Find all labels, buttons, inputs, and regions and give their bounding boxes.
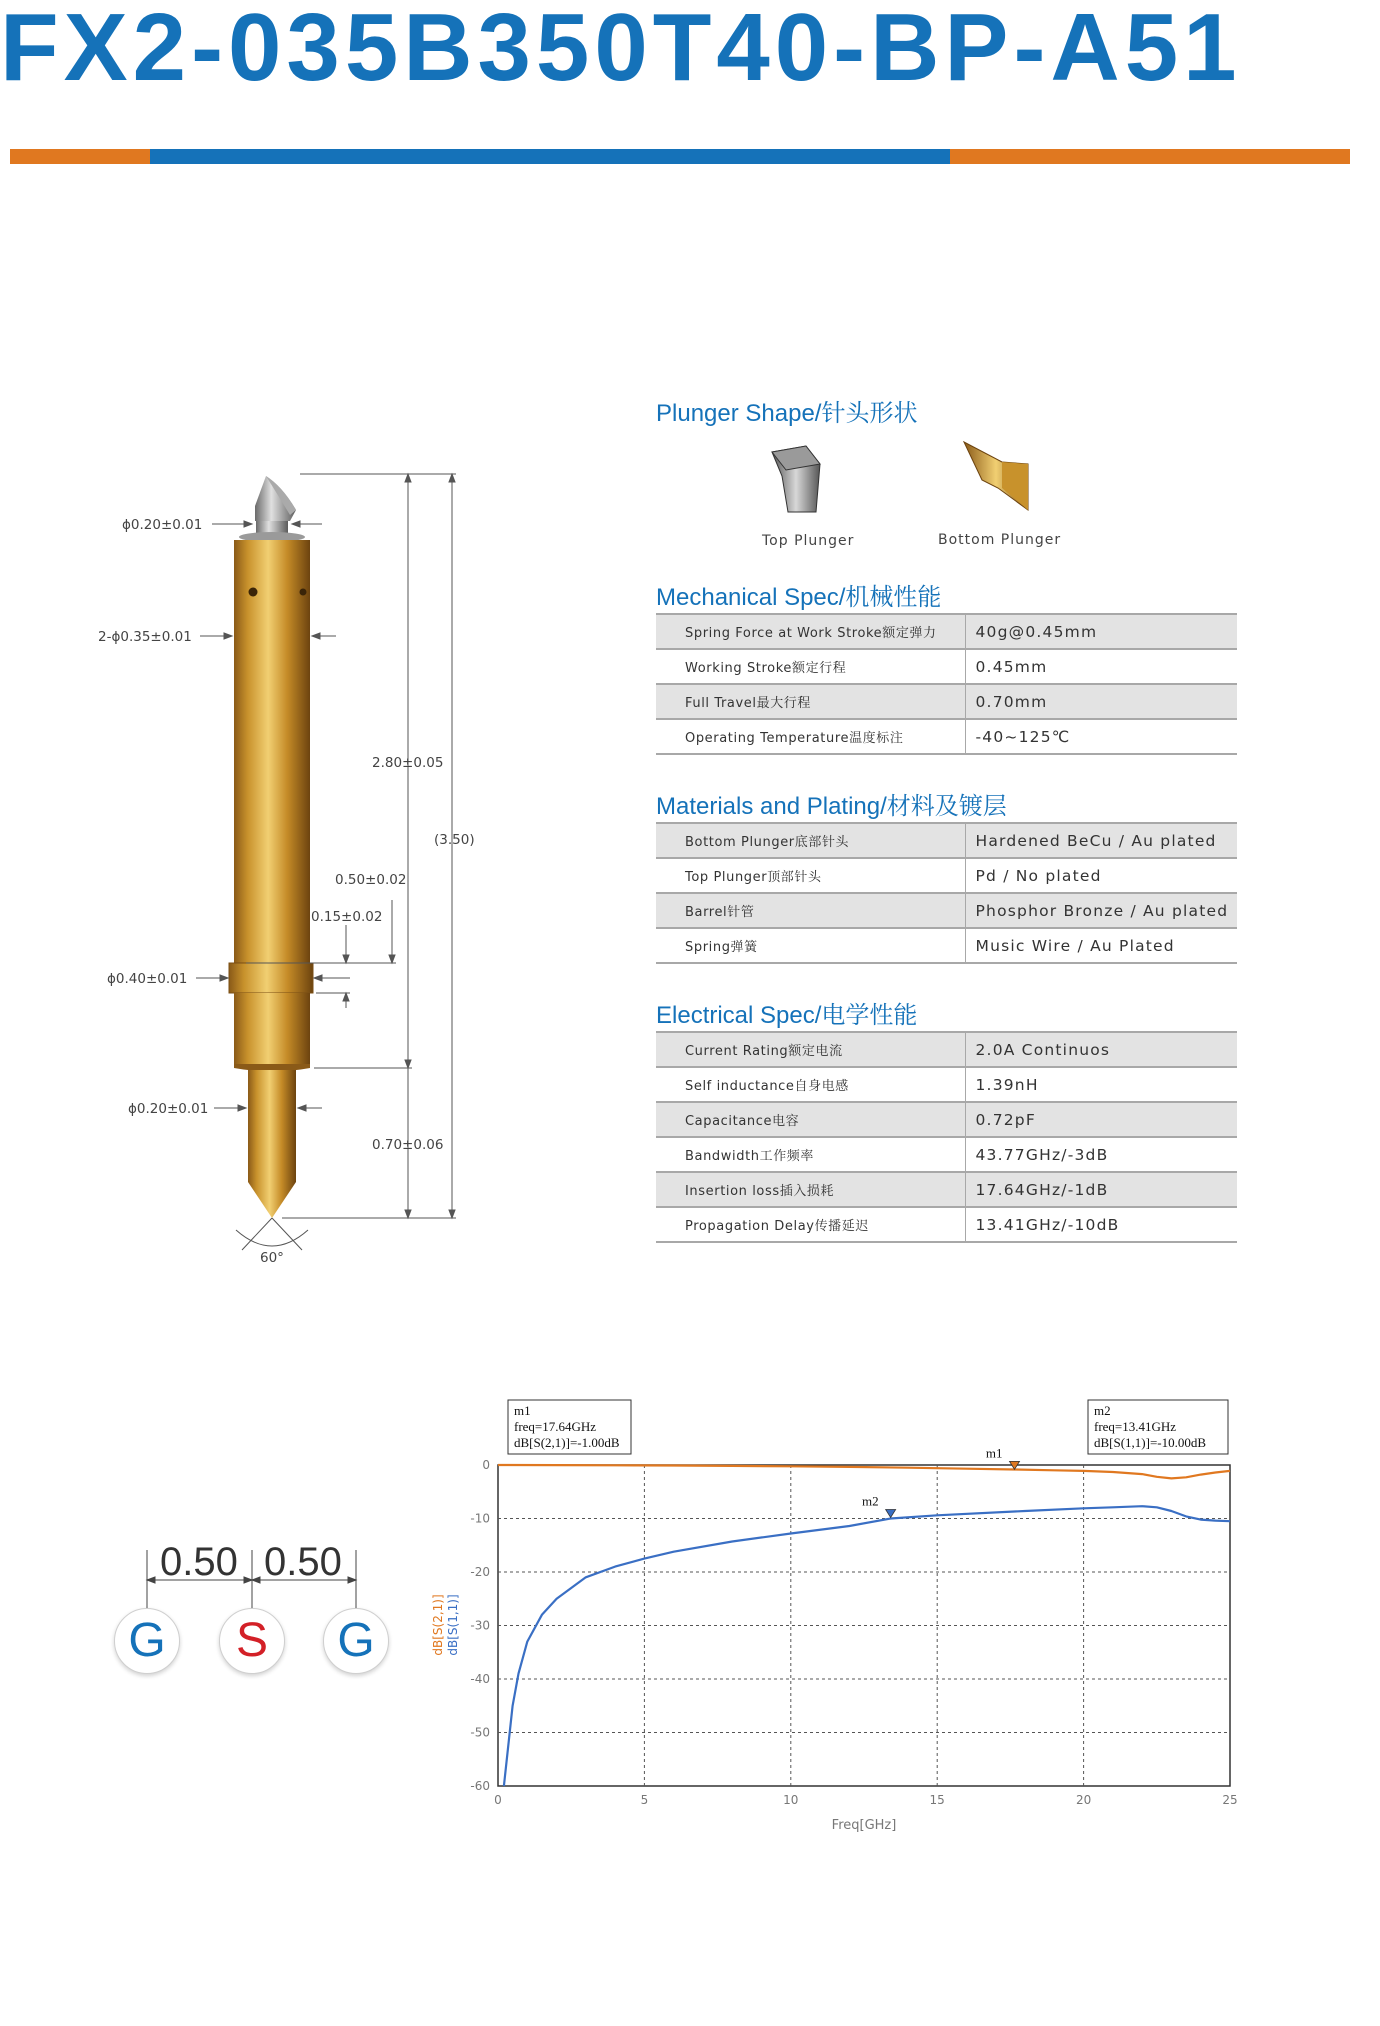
spec-key: Top Plunger顶部针头 (656, 858, 965, 893)
spec-key: Working Stroke额定行程 (656, 649, 965, 684)
spec-key: Self inductance自身电感 (656, 1067, 965, 1102)
m1-info-db: dB[S(2,1)]=-1.00dB (514, 1435, 620, 1450)
spec-value: 2.0A Continuos (965, 1032, 1237, 1067)
spec-value: 13.41GHz/-10dB (965, 1207, 1237, 1242)
header-bar-left (10, 149, 150, 164)
table-row (656, 719, 1237, 754)
spec-key: Operating Temperature温度标注 (656, 719, 965, 754)
pad-ground-right (323, 1608, 389, 1674)
y-tick-label: -40 (470, 1672, 490, 1686)
spec-value: Pd / No plated (965, 858, 1237, 893)
materials-table (656, 822, 1237, 964)
probe-drawing (0, 440, 600, 1280)
x-axis-label: Freq[GHz] (831, 1818, 897, 1833)
dim-collar-dia: ϕ0.40±0.01 (107, 971, 188, 987)
marker-label-m1: m1 (985, 1445, 1003, 1461)
dim-hole-dia: 2-ϕ0.35±0.01 (98, 629, 192, 645)
barrel-hole (249, 588, 258, 597)
x-tick-label: 15 (929, 1793, 945, 1807)
dim-collar-width: 0.15±0.02 (311, 909, 383, 925)
pad-letter: G (128, 1614, 166, 1667)
page-title: FX2-035B350T40-BP-A51 (0, 0, 1242, 101)
spec-value: 1.39nH (965, 1067, 1237, 1102)
table-row (656, 1067, 1237, 1102)
top-plunger-shape (239, 476, 305, 542)
dim-collar-position: 0.50±0.02 (335, 872, 407, 888)
spec-key: Spring Force at Work Stroke额定弹力 (656, 614, 965, 649)
spec-value: 0.45mm (965, 649, 1237, 684)
y-tick-label: -60 (470, 1779, 490, 1793)
spec-key: Barrel针管 (656, 893, 965, 928)
pitch-right-value: 0.50 (264, 1540, 342, 1584)
spec-key: Bandwidth工作频率 (656, 1137, 965, 1172)
marker-label-m2: m2 (862, 1493, 879, 1509)
collar-shape (229, 963, 313, 993)
pad-letter: G (337, 1614, 375, 1667)
y-tick-label: -20 (470, 1565, 490, 1579)
bottom-plunger-label: Bottom Plunger (938, 532, 1062, 548)
spec-key: Capacitance电容 (656, 1102, 965, 1137)
table-row (656, 649, 1237, 684)
materials-heading: Materials and Plating/材料及镀层 (656, 793, 1007, 820)
table-row (656, 1207, 1237, 1242)
electrical-table (656, 1031, 1237, 1243)
table-row (656, 823, 1237, 858)
m1-info-name: m1 (514, 1403, 531, 1418)
y-axis-label-s11: dB[S(1,1)] (446, 1594, 460, 1656)
y-axis-label-s21: dB[S(2,1)] (431, 1594, 445, 1656)
mechanical-heading: Mechanical Spec/机械性能 (656, 584, 942, 611)
spec-key: Current Rating额定电流 (656, 1032, 965, 1067)
pad-letter: S (235, 1614, 268, 1667)
x-tick-label: 10 (783, 1793, 799, 1807)
y-tick-label: -10 (470, 1511, 490, 1526)
pad-ground-left (114, 1608, 180, 1674)
table-row (656, 1032, 1237, 1067)
header-bar-middle (150, 149, 950, 164)
dim-bottom-dia: ϕ0.20±0.01 (128, 1101, 209, 1117)
m2-info-db: dB[S(1,1)]=-10.00dB (1094, 1435, 1207, 1450)
spec-value: 17.64GHz/-1dB (965, 1172, 1237, 1207)
table-row (656, 614, 1237, 649)
table-row (656, 684, 1237, 719)
bottom-plunger-shape (248, 1070, 296, 1218)
table-row (656, 893, 1237, 928)
spec-value: -40~125℃ (965, 719, 1237, 754)
table-row (656, 928, 1237, 963)
m1-info-freq: freq=17.64GHz (514, 1419, 597, 1434)
spec-value: 0.70mm (965, 684, 1237, 719)
m2-info-name: m2 (1094, 1403, 1111, 1418)
dim-tip-angle: 60° (260, 1250, 284, 1266)
s-parameter-chart (420, 1385, 1260, 1845)
dim-barrel-length: 2.80±0.05 (372, 755, 444, 771)
spec-key: Spring弹簧 (656, 928, 965, 963)
table-row (656, 858, 1237, 893)
top-plunger-icon (768, 442, 840, 514)
y-tick-label: -50 (470, 1725, 490, 1740)
m2-info-freq: freq=13.41GHz (1094, 1419, 1177, 1434)
spec-value: 43.77GHz/-3dB (965, 1137, 1237, 1172)
table-row (656, 1137, 1237, 1172)
dim-total-length: (3.50) (434, 832, 475, 848)
spec-key: Bottom Plunger底部针头 (656, 823, 965, 858)
spec-key: Insertion loss插入损耗 (656, 1172, 965, 1207)
x-tick-label: 5 (640, 1793, 649, 1807)
spec-value: 0.72pF (965, 1102, 1237, 1137)
table-row (656, 1172, 1237, 1207)
spec-key: Full Travel最大行程 (656, 684, 965, 719)
plunger-shape-heading: Plunger Shape/针头形状 (656, 400, 918, 427)
spec-value: Music Wire / Au Plated (965, 928, 1237, 963)
top-plunger-label: Top Plunger (762, 533, 855, 549)
dim-bottom-length: 0.70±0.06 (372, 1137, 444, 1153)
barrel-shape (234, 540, 310, 963)
pitch-left-value: 0.50 (160, 1540, 238, 1584)
spec-key: Propagation Delay传播延迟 (656, 1207, 965, 1242)
x-tick-label: 25 (1222, 1793, 1238, 1807)
table-row (656, 1102, 1237, 1137)
x-tick-label: 0 (494, 1793, 502, 1807)
spec-value: 40g@0.45mm (965, 614, 1237, 649)
header-bar-right (950, 149, 1350, 164)
mechanical-table (656, 613, 1237, 755)
y-tick-label: -30 (470, 1618, 490, 1633)
electrical-heading: Electrical Spec/电学性能 (656, 1002, 918, 1029)
barrel-hole (300, 589, 307, 596)
spec-value: Phosphor Bronze / Au plated (965, 893, 1237, 928)
spec-value: Hardened BeCu / Au plated (965, 823, 1237, 858)
dim-top-dia: ϕ0.20±0.01 (122, 517, 203, 533)
y-tick-label: 0 (482, 1458, 490, 1472)
bottom-plunger-icon (962, 440, 1032, 516)
pad-signal (219, 1608, 285, 1674)
x-tick-label: 20 (1075, 1793, 1092, 1807)
